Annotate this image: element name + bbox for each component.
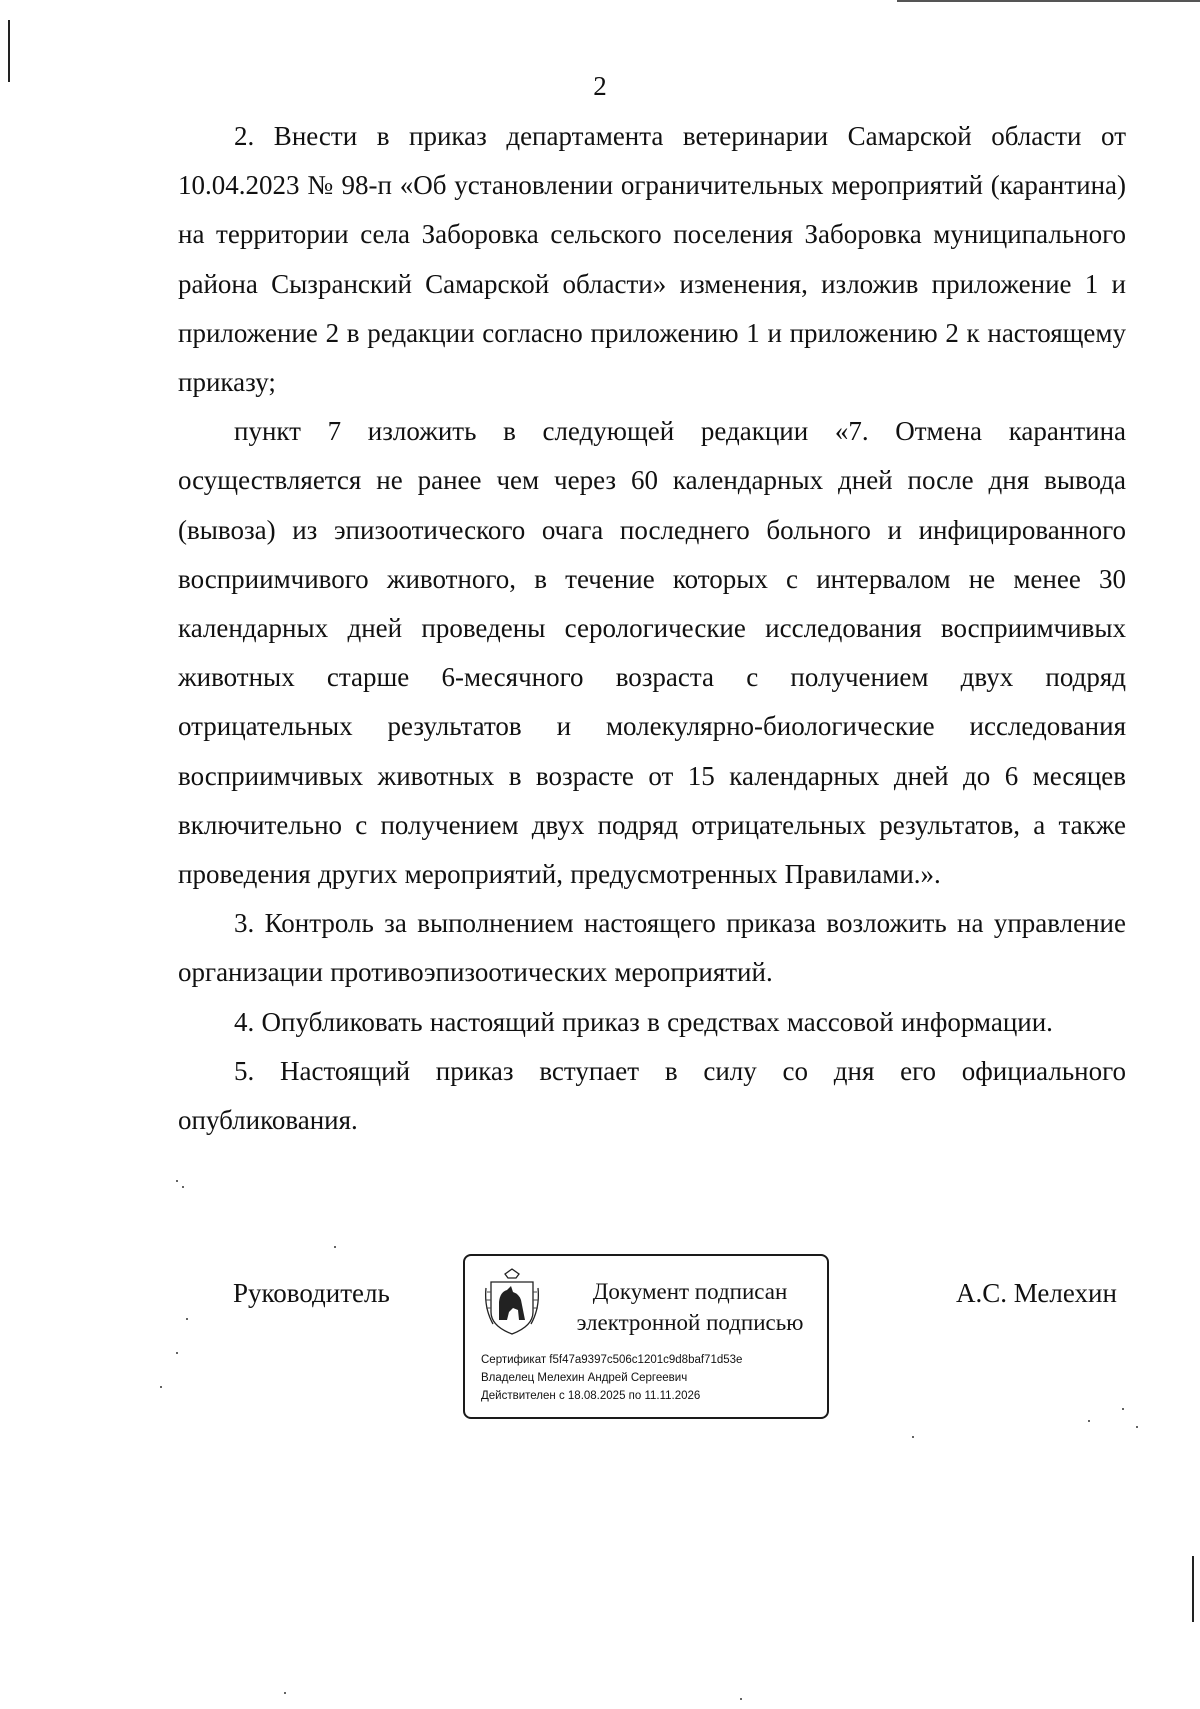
signer-position: Руководитель <box>233 1278 390 1308</box>
paragraph-item-2: 2. Внести в приказ департамента ветеринарии Самарской области от 10.04.2023 № 98-п «Об установлении ограничительных мероприятий (карантина) на территории села Заборовка сельского поселения Заборовка муниципального района Сызранский Самарской области» изменения, изложив приложение 1 и приложение 2 в редакции согласно приложению 1 и приложению 2 к настоящему приказу; <box>178 121 1126 398</box>
scan-speck <box>160 1386 162 1388</box>
paragraph-item-4: 4. Опубликовать настоящий приказ в средствах массовой информации. <box>234 1006 1053 1037</box>
stamp-owner: Владелец Мелехин Андрей Сергеевич <box>481 1372 688 1384</box>
signer-name: А.С. Мелехин <box>956 1278 1117 1308</box>
stamp-title-line2: электронной подписью <box>576 1310 804 1335</box>
stamp-title-line1: Документ подписан <box>592 1279 788 1304</box>
scan-speck <box>284 1692 286 1694</box>
scan-speck <box>182 1186 184 1188</box>
scan-edge-mark <box>897 0 1200 2</box>
document-body <box>178 112 1126 1145</box>
scan-speck <box>912 1436 914 1438</box>
signature-block <box>0 1254 1200 1424</box>
stamp-certificate: Сертификат f5f47a9397c506c1201c9d8baf71d53e <box>481 1354 743 1366</box>
scan-speck <box>176 1180 178 1182</box>
paragraph-item-3: 3. Контроль за выполнением настоящего приказа возложить на управление организации противоэпизоотических мероприятий. <box>178 908 1126 988</box>
scan-speck <box>334 1246 336 1248</box>
scan-speck <box>1136 1426 1138 1428</box>
stamp-details <box>481 1351 821 1405</box>
stamp-validity: Действителен с 18.08.2025 по 11.11.2026 <box>481 1390 701 1402</box>
electronic-signature-stamp <box>463 1254 829 1419</box>
scan-edge-mark <box>1192 1556 1194 1622</box>
scan-speck <box>1122 1408 1124 1410</box>
scan-speck <box>1088 1420 1090 1422</box>
page-number: 2 <box>593 71 607 101</box>
scan-speck <box>186 1318 188 1320</box>
paragraph-item-5: 5. Настоящий приказ вступает в силу со дня его официального опубликования. <box>178 1055 1126 1136</box>
paragraph-point-7: пункт 7 изложить в следующей редакции «7. Отмена карантина осуществляется не ранее чем через 60 календарных дней после дня вывода (вывоза) из эпизоотического очага последнего больного и инфицированного восприимчивого животного, в течение которых с интервалом не менее 30 календарных дней проведены серологические исследования восприимчивых животных старше 6-месячного возраста с получением двух подряд отрицательных результатов и молекулярно-биологические исследования восприимчивых животных в возрасте от 15 календарных дней до 6 месяцев включительно с получением двух подряд отрицательных результатов, а также проведения других мероприятий, предусмотренных Правилами.». <box>178 416 1126 890</box>
stamp-title <box>559 1276 821 1338</box>
scan-speck <box>740 1698 742 1700</box>
coat-of-arms-icon <box>483 1268 541 1338</box>
scan-speck <box>176 1352 178 1354</box>
